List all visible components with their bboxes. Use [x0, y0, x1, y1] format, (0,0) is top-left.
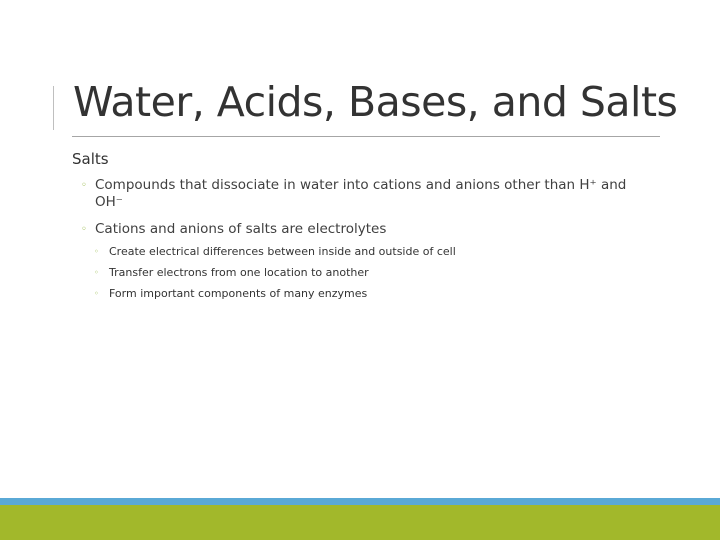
footer-accent-stripe	[0, 498, 720, 505]
sub-bullet-item	[94, 245, 614, 259]
bullet-icon: ◦	[81, 224, 87, 235]
bullet-text: Cations and anions of salts are electrolytes	[95, 221, 387, 237]
section-heading: Salts	[72, 150, 109, 168]
sub-bullet-icon: ◦	[94, 289, 99, 298]
sub-bullet-text: Form important components of many enzymes	[109, 287, 368, 300]
sub-bullet-text: Transfer electrons from one location to another	[109, 266, 369, 279]
slide-title: Water, Acids, Bases, and Salts	[73, 78, 678, 126]
bullet-text: Compounds that dissociate in water into cations and anions other than H⁺ and OH⁻	[95, 177, 627, 210]
sub-bullet-item	[94, 266, 614, 280]
bullet-item	[81, 177, 651, 211]
sub-bullet-item	[94, 287, 614, 301]
sub-bullet-text: Create electrical differences between inside and outside of cell	[109, 245, 456, 258]
footer-band	[0, 505, 720, 540]
bullet-icon: ◦	[81, 180, 87, 191]
title-underline	[72, 136, 660, 137]
bullet-item	[81, 221, 651, 238]
sub-bullet-icon: ◦	[94, 268, 99, 277]
sub-bullet-icon: ◦	[94, 247, 99, 256]
title-accent-rule	[53, 86, 54, 130]
